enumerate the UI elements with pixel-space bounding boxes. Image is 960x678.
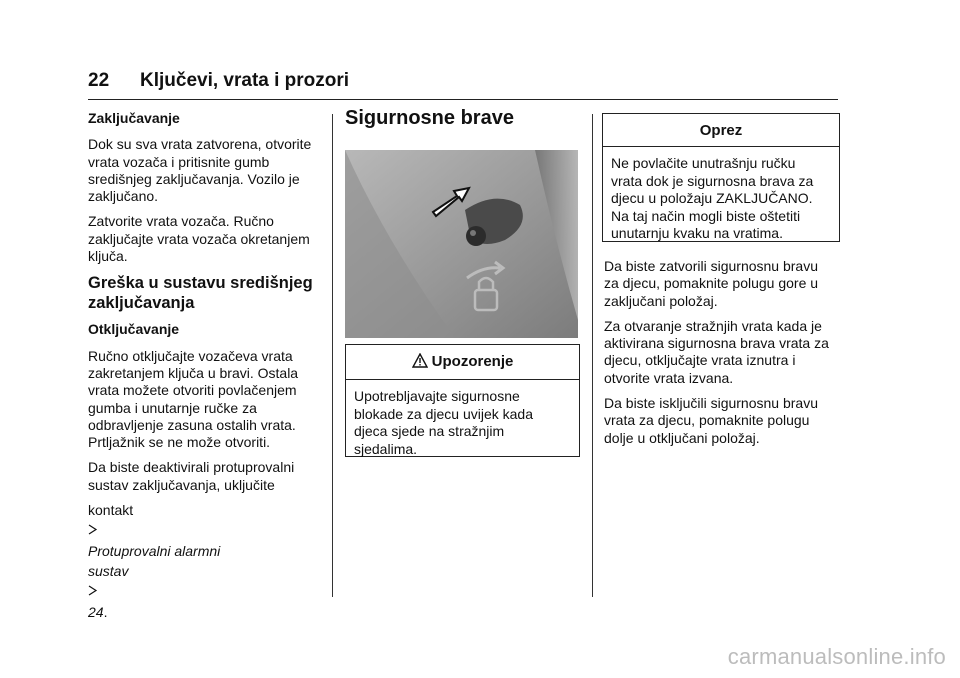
- chapter-title: Ključevi, vrata i prozori: [140, 70, 350, 91]
- column-left: [88, 110, 324, 630]
- caution-box: [602, 113, 840, 242]
- reference-end: .: [103, 604, 108, 621]
- reference-arrow-icon: [88, 584, 98, 599]
- paragraph-antitheft-ref: [88, 500, 324, 622]
- reference-page[interactable]: 24: [88, 604, 104, 621]
- header-rule: [88, 99, 838, 100]
- section-heading-central-lock-fault: Greška u sustavu središnjeg zaključavanja: [88, 274, 313, 313]
- warning-triangle-icon: [412, 353, 428, 372]
- reference-link[interactable]: Protuprovalni alarmni: [88, 543, 221, 560]
- paragraph-locking-1: Dok su sva vrata zatvorena, otvorite vrata vozača i pritisnite gumb središnjeg zaključavanja. Vozilo je zaključano.: [88, 136, 312, 205]
- warning-header: [346, 345, 579, 380]
- page-header: [88, 70, 838, 100]
- antitheft-lead: kontakt: [88, 502, 134, 519]
- child-lock-photo: [345, 150, 578, 338]
- paragraph-unlocking: Ručno otključajte vozačeva vrata zakretanjem ključa u bravi. Ostala vrata možete otvoriti povlačenjem gumba i unutarnje ručke za odbravljenje zasuna ostalih vrata. Prtljažnik se ne može otvoriti.: [88, 347, 299, 451]
- warning-title: Upozorenje: [431, 353, 514, 370]
- caution-title: Oprez: [603, 114, 839, 147]
- column-middle: [345, 107, 580, 129]
- column-divider-2: [592, 114, 593, 597]
- column-right: [604, 258, 840, 455]
- watermark: carmanualsonline.info: [727, 644, 946, 669]
- section-heading-child-locks: Sigurnosne brave: [345, 107, 514, 129]
- warning-body: Upotrebljavajte sigurnosne blokade za djecu uvijek kada djeca sjede na stražnjim sjedalima.: [354, 388, 534, 457]
- paragraph-antitheft: [88, 459, 324, 494]
- caution-body: Ne povlačite unutrašnju ručku vrata dok je sigurnosna brava za djecu u položaju ZAKLJUČANO. Na taj način mogli biste oštetiti unutarnju kvaku na vratima.: [611, 155, 814, 241]
- paragraph-open-rear-door: Za otvaranje stražnjih vrata kada je aktivirana sigurnosna brava vrata za djecu, otključajte vrata iznutra i otvorite vrata izvana.: [604, 317, 829, 386]
- paragraph-disable-child-lock: Da biste isključili sigurnosnu bravu vrata za djecu, pomaknite polugu dolje u otključani položaj.: [604, 395, 818, 446]
- reference-arrow-icon: [88, 523, 98, 538]
- subheading-unlocking: Otključavanje: [88, 321, 180, 338]
- subheading-locking: Zaključavanje: [88, 110, 180, 126]
- reference-link-2[interactable]: sustav: [88, 563, 129, 580]
- paragraph-close-child-lock: Da biste zatvorili sigurnosnu bravu za djecu, pomaknite polugu gore u zaključani položaj.: [604, 258, 819, 309]
- warning-box: [345, 344, 580, 457]
- page-number: 22: [88, 70, 110, 91]
- column-divider-1: [332, 114, 333, 597]
- paragraph-locking-2: Zatvorite vrata vozača. Ručno zaključajte vrata vozača okretanjem ključa.: [88, 213, 310, 265]
- antitheft-text: Da biste deaktivirali protuprovalni sustav zaključavanja, uključite: [88, 459, 295, 493]
